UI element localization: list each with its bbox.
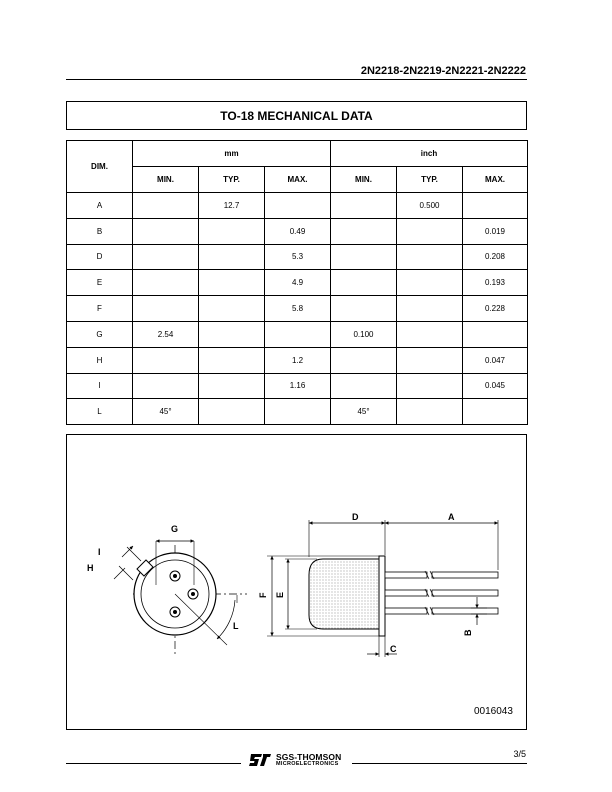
subheader-inch-max: MAX. <box>463 167 528 193</box>
value-cell <box>265 321 331 347</box>
mechanical-drawing <box>66 434 527 730</box>
label-e: E <box>275 591 285 598</box>
value-cell <box>331 296 397 322</box>
value-cell <box>133 270 199 296</box>
value-cell <box>199 218 265 244</box>
value-cell: 0.045 <box>463 373 528 399</box>
dim-cell: F <box>67 296 133 322</box>
drawing-code: 0016043 <box>474 706 513 717</box>
value-cell <box>331 347 397 373</box>
value-cell <box>397 373 463 399</box>
footer-rule-left <box>66 763 241 764</box>
value-cell <box>133 373 199 399</box>
dim-cell: H <box>67 347 133 373</box>
document-header-title: 2N2218-2N2219-2N2221-2N2222 <box>360 65 526 77</box>
table-row <box>67 347 528 373</box>
dim-cell: D <box>67 244 133 270</box>
dim-header: DIM. <box>67 141 133 193</box>
value-cell: 0.193 <box>463 270 528 296</box>
value-cell <box>397 399 463 425</box>
company-logo-text <box>276 752 341 767</box>
value-cell: 0.208 <box>463 244 528 270</box>
label-l: L <box>233 621 239 631</box>
dim-cell: B <box>67 218 133 244</box>
logo-sub-text: MICROELECTRONICS <box>276 761 339 767</box>
table-row <box>67 373 528 399</box>
value-cell <box>133 347 199 373</box>
dim-cell: I <box>67 373 133 399</box>
value-cell <box>199 321 265 347</box>
value-cell: 2.54 <box>133 321 199 347</box>
value-cell <box>331 218 397 244</box>
value-cell: 0.49 <box>265 218 331 244</box>
value-cell <box>331 373 397 399</box>
value-cell: 0.019 <box>463 218 528 244</box>
value-cell: 5.8 <box>265 296 331 322</box>
mm-group-header: mm <box>133 141 331 167</box>
value-cell: 0.228 <box>463 296 528 322</box>
value-cell <box>331 244 397 270</box>
st-logo-icon <box>248 752 272 768</box>
table-row <box>67 321 528 347</box>
value-cell <box>199 347 265 373</box>
subheader-mm-max: MAX. <box>265 167 331 193</box>
subheader-mm-min: MIN. <box>133 167 199 193</box>
value-cell: 0.500 <box>397 193 463 219</box>
value-cell <box>397 218 463 244</box>
logo-main-text: SGS-THOMSON <box>276 752 342 762</box>
value-cell <box>133 296 199 322</box>
dim-cell: L <box>67 399 133 425</box>
value-cell <box>133 218 199 244</box>
value-cell: 0.100 <box>331 321 397 347</box>
value-cell: 4.9 <box>265 270 331 296</box>
table-row <box>67 296 528 322</box>
table-row <box>67 193 528 219</box>
subheader-mm-typ: TYP. <box>199 167 265 193</box>
label-b: B <box>463 629 473 636</box>
value-cell <box>199 244 265 270</box>
table-row <box>67 218 528 244</box>
value-cell <box>199 399 265 425</box>
value-cell <box>463 399 528 425</box>
table-row <box>67 399 528 425</box>
value-cell <box>397 321 463 347</box>
value-cell <box>397 244 463 270</box>
label-g: G <box>171 524 179 534</box>
page-number: 3/5 <box>513 749 526 759</box>
label-i: I <box>98 547 101 557</box>
dim-cell: A <box>67 193 133 219</box>
value-cell <box>397 296 463 322</box>
value-cell <box>397 347 463 373</box>
value-cell: 1.16 <box>265 373 331 399</box>
dim-cell: E <box>67 270 133 296</box>
value-cell: 12.7 <box>199 193 265 219</box>
label-a: A <box>448 512 455 522</box>
value-cell <box>133 193 199 219</box>
header-rule <box>66 79 527 80</box>
dimensions-table <box>66 140 528 425</box>
dim-cell: G <box>67 321 133 347</box>
section-title: TO-18 MECHANICAL DATA <box>66 101 527 130</box>
footer-rule-right <box>352 763 527 764</box>
bottom-view <box>114 541 247 655</box>
to18-outline-drawing <box>67 435 526 729</box>
inch-group-header: inch <box>331 141 528 167</box>
value-cell <box>265 399 331 425</box>
value-cell <box>265 193 331 219</box>
value-cell: 45° <box>331 399 397 425</box>
value-cell <box>331 270 397 296</box>
value-cell <box>199 373 265 399</box>
subheader-inch-typ: TYP. <box>397 167 463 193</box>
value-cell <box>199 296 265 322</box>
value-cell <box>397 270 463 296</box>
value-cell: 0.047 <box>463 347 528 373</box>
value-cell: 5.3 <box>265 244 331 270</box>
value-cell <box>463 321 528 347</box>
value-cell <box>463 193 528 219</box>
value-cell: 1.2 <box>265 347 331 373</box>
label-h: H <box>87 563 94 573</box>
value-cell <box>133 244 199 270</box>
table-row <box>67 244 528 270</box>
label-d: D <box>352 512 359 522</box>
label-c: C <box>390 644 397 654</box>
value-cell <box>199 270 265 296</box>
value-cell <box>331 193 397 219</box>
value-cell: 45° <box>133 399 199 425</box>
subheader-inch-min: MIN. <box>331 167 397 193</box>
table-row <box>67 270 528 296</box>
label-f: F <box>258 592 268 598</box>
